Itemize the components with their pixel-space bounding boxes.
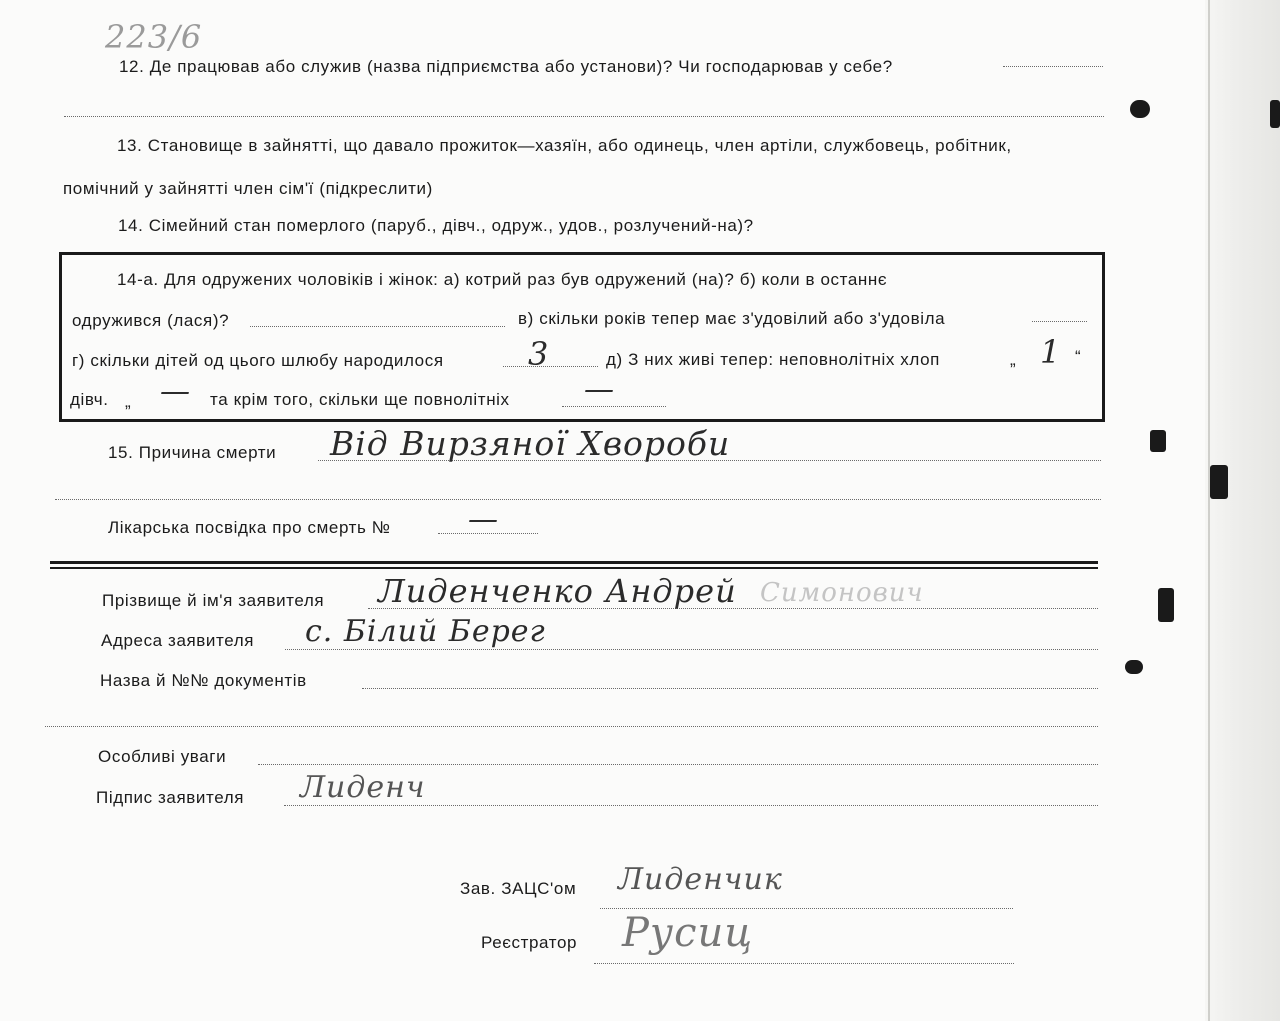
applicant-signature: Лиденч (300, 770, 426, 805)
children-born-value: 3 (528, 335, 550, 373)
q14a-line4-b: та крім того, скільки ще повнолітніх (210, 390, 510, 409)
quote-open: „ (1010, 350, 1017, 369)
documents-line (362, 688, 1098, 689)
documents-line-2 (45, 726, 1098, 727)
q14a-line2-blank-b (1032, 321, 1087, 322)
q14a-line3-a: г) скільки дітей од цього шлюбу народилося (72, 351, 444, 370)
applicant-name-label: Прізвище й ім'я заявителя (102, 591, 325, 610)
q12-line (1003, 66, 1103, 67)
quote-close: “ (1075, 347, 1082, 366)
punch-hole (1158, 588, 1174, 622)
applicant-name-faint: Симонович (760, 578, 924, 608)
q13-line1: 13. Становище в зайнятті, що давало прожиток—хазяїн, або одинець, член артіли, службовець, робітник, (117, 136, 1012, 155)
archive-note: 223/6 (105, 18, 203, 56)
minor-boys-value: 1 (1040, 333, 1062, 371)
punch-hole (1150, 430, 1166, 452)
section-rule-2 (50, 567, 1098, 569)
q15-label: 15. Причина смерти (108, 443, 277, 462)
head-signature: Лиденчик (618, 862, 783, 897)
punch-hole (1210, 465, 1228, 499)
medical-label: Лікарська посвідка про смерть № (108, 518, 391, 537)
q14a-line4-a: дівч. (70, 390, 109, 409)
head-label: Зав. ЗАЦС'ом (460, 879, 577, 898)
minor-girls-value: — (160, 374, 191, 409)
applicant-address-label: Адреса заявителя (101, 631, 255, 650)
notes-line (258, 764, 1098, 765)
adults-value: — (584, 372, 615, 407)
applicant-name-value: Лиденченко Андрей (378, 572, 737, 610)
q15-line-2 (55, 499, 1101, 500)
registrar-line (594, 963, 1014, 964)
page-fold-line (1208, 0, 1210, 1021)
page-edge (1205, 0, 1280, 1021)
section-rule (50, 561, 1098, 564)
q13-line2: помічний у зайнятті член сім'ї (підкреслити) (63, 179, 433, 198)
q14a-line2-b: в) скільки років тепер має з'удовілий або з'удовіла (518, 309, 946, 328)
minor-girls-quote: „ (125, 392, 132, 411)
q12-label: 12. Де працював або служив (назва підприємства або установи)? Чи господарював у себе? (119, 57, 893, 76)
head-line (600, 908, 1013, 909)
applicant-signature-label: Підпис заявителя (96, 788, 245, 807)
applicant-signature-line (284, 805, 1098, 806)
q14a-line2-blank (250, 326, 505, 327)
q12-line-2 (64, 116, 1104, 117)
documents-label: Назва й №№ документів (100, 671, 307, 690)
medical-value: — (468, 502, 499, 537)
q14a-line3-b: д) З них живі тепер: неповнолітніх хлоп (606, 350, 940, 369)
registrar-label: Реєстратор (481, 933, 578, 952)
punch-hole (1125, 660, 1143, 674)
notes-label: Особливі уваги (98, 747, 227, 766)
cause-of-death-value: Від Вирзяної Хвороби (330, 424, 731, 463)
registrar-signature: Русиц (622, 910, 754, 956)
applicant-address-value: с. Білий Берег (305, 614, 546, 649)
q14a-children-line (503, 366, 598, 367)
punch-hole (1130, 100, 1150, 118)
applicant-address-line (285, 649, 1098, 650)
q14-label: 14. Сімейний стан померлого (паруб., дівч., одруж., удов., розлучений-на)? (118, 216, 754, 235)
punch-hole (1270, 100, 1280, 128)
q14a-line1: 14-а. Для одружених чоловіків і жінок: а) котрий раз був одружений (на)? б) коли в останнє (117, 270, 888, 289)
q14a-line2-a: одружився (лася)? (72, 311, 230, 330)
